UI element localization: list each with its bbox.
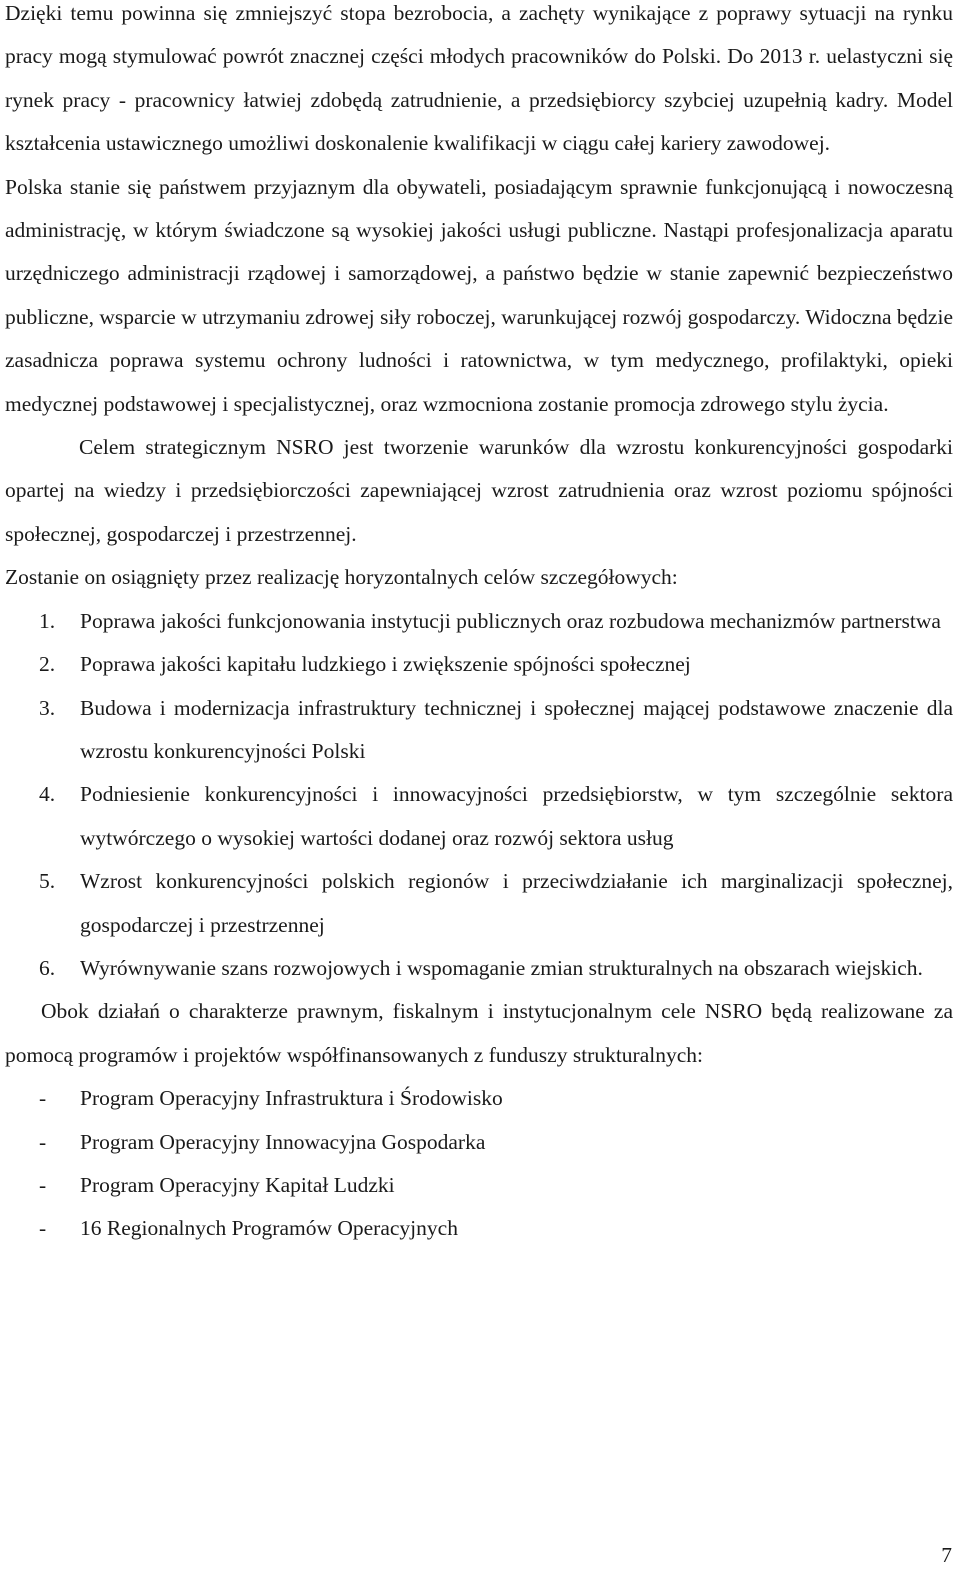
list-dash: - xyxy=(39,1129,47,1154)
program-item xyxy=(5,1164,953,1207)
list-dash: - xyxy=(39,1086,47,1111)
program-name: Program Operacyjny Kapitał Ludzki xyxy=(80,1172,395,1197)
list-dash: - xyxy=(39,1172,47,1197)
goal-number: 3. xyxy=(39,695,56,720)
program-item xyxy=(5,1077,953,1120)
programs-list xyxy=(5,1077,953,1251)
program-item xyxy=(5,1207,953,1250)
paragraph-goals-intro: Zostanie on osiągnięty przez realizację horyzontalnych celów szczegółowych: xyxy=(5,565,678,590)
program-item xyxy=(5,1121,953,1164)
goal-text: Wzrost konkurencyjności polskich regionów i przeciwdziałanie ich marginalizacji społecznej, gospodarczej i przestrzennej xyxy=(80,869,953,937)
program-name: Program Operacyjny Infrastruktura i Środowisko xyxy=(80,1086,503,1111)
page-number: 7 xyxy=(941,1543,952,1567)
goal-item xyxy=(5,643,953,686)
goal-item xyxy=(5,773,953,860)
goal-number: 6. xyxy=(39,955,56,980)
goal-item xyxy=(5,947,953,990)
paragraph-unemployment: Dzięki temu powinna się zmniejszyć stopa bezrobocia, a zachęty wynikające z poprawy sytuacji na rynku pracy mogą stymulować powrót znacznej części młodych pracowników do Polski. Do 2013 r. uelastyczni się rynek pracy - pracownicy łatwiej zdobędą zatrudnienie, a przedsiębiorcy szybciej uzupełnią kadry. Model kształcenia ustawicznego umożliwi doskonalenie kwalifikacji w ciągu całej kariery zawodowej. xyxy=(5,1,953,156)
goal-item xyxy=(5,687,953,774)
goal-text: Wyrównywanie szans rozwojowych i wspomaganie zmian strukturalnych na obszarach wiejskich. xyxy=(80,955,923,980)
program-name: 16 Regionalnych Programów Operacyjnych xyxy=(80,1216,458,1241)
goal-number: 1. xyxy=(39,608,56,633)
paragraph-programs-intro: Obok działań o charakterze prawnym, fiskalnym i instytucjonalnym cele NSRO będą realizowane za pomocą programów i projektów współfinansowanych z funduszy strukturalnych: xyxy=(5,999,953,1067)
goal-item xyxy=(5,860,953,947)
goal-text: Poprawa jakości kapitału ludzkiego i zwiększenie spójności społecznej xyxy=(80,652,691,677)
goals-list xyxy=(5,600,953,991)
goal-number: 2. xyxy=(39,652,56,677)
goal-text: Poprawa jakości funkcjonowania instytucji publicznych oraz rozbudowa mechanizmów partnerstwa xyxy=(80,608,941,633)
goal-number: 4. xyxy=(39,782,56,807)
document-page xyxy=(5,0,953,1251)
goal-number: 5. xyxy=(39,869,56,894)
goal-item xyxy=(5,600,953,643)
goal-text: Podniesienie konkurencyjności i innowacyjności przedsiębiorstw, w tym szczególnie sektora wytwórczego o wysokiej wartości dodanej oraz rozwój sektora usług xyxy=(80,782,953,850)
paragraph-strategic-goal: Celem strategicznym NSRO jest tworzenie warunków dla wzrostu konkurencyjności gospodarki opartej na wiedzy i przedsiębiorczości zapewniającej wzrost zatrudnienia oraz wzrost poziomu spójności społecznej, gospodarczej i przestrzennej. xyxy=(5,435,953,546)
list-dash: - xyxy=(39,1216,47,1241)
program-name: Program Operacyjny Innowacyjna Gospodarka xyxy=(80,1129,486,1154)
paragraph-administration: Polska stanie się państwem przyjaznym dla obywateli, posiadającym sprawnie funkcjonującą i nowoczesną administrację, w którym świadczone są wysokiej jakości usługi publiczne. Nastąpi profesjonalizacja aparatu urzędniczego administracji rządowej i samorządowej, a państwo będzie w stanie zapewnić bezpieczeństwo publiczne, wsparcie w utrzymaniu zdrowej siły roboczej, warunkującej rozwój gospodarczy. Widoczna będzie zasadnicza poprawa systemu ochrony ludności i ratownictwa, w tym medycznego, profilaktyki, opieki medycznej podstawowej i specjalistycznej, oraz wzmocniona zostanie promocja zdrowego stylu życia. xyxy=(5,174,953,416)
goal-text: Budowa i modernizacja infrastruktury technicznej i społecznej mającej podstawowe znaczenie dla wzrostu konkurencyjności Polski xyxy=(80,695,953,763)
